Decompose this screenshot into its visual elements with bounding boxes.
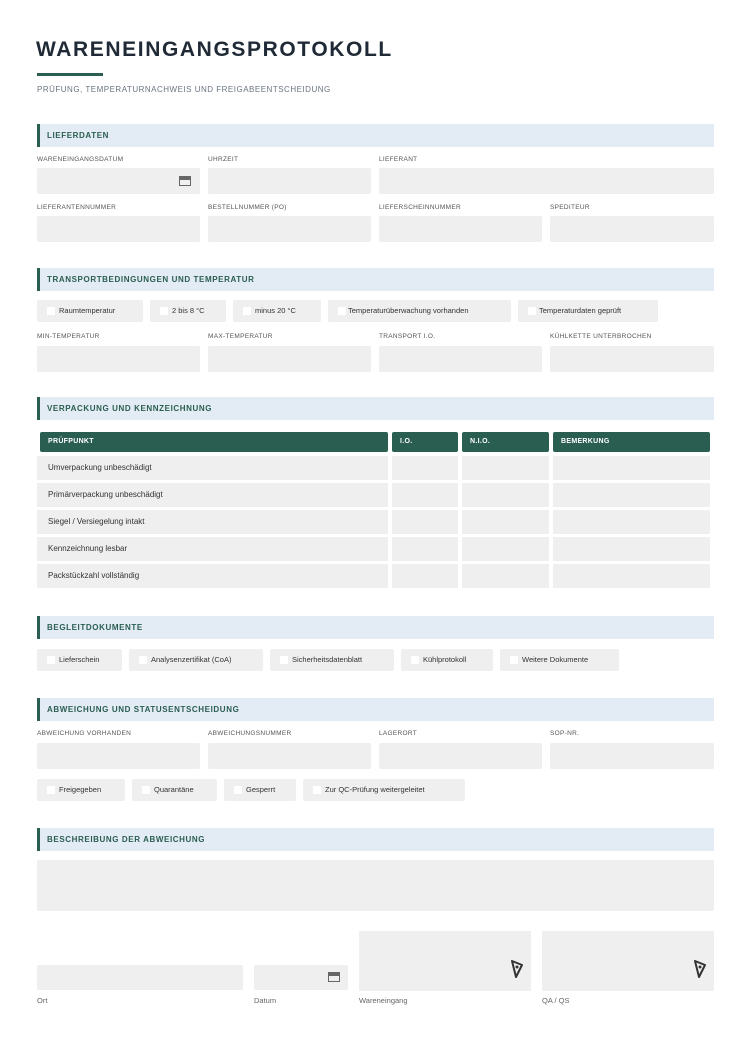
checkbox-label: minus 20 °C <box>255 306 296 315</box>
checkbox-box[interactable] <box>510 656 518 664</box>
abweichungsnummer-field[interactable] <box>208 743 371 769</box>
column-label: I.O. <box>400 438 413 445</box>
lagerort-field[interactable] <box>379 743 542 769</box>
checkbox-box[interactable] <box>411 656 419 664</box>
column-label: BEMERKUNG <box>561 438 610 445</box>
column-header-io <box>392 432 458 452</box>
checkbox-qc-pruefung[interactable] <box>303 779 465 801</box>
column-header-nio <box>462 432 549 452</box>
pruefpunkt-text: Primärverpackung unbeschädigt <box>48 490 163 499</box>
page-title: WARENEINGANGSPROTOKOLL <box>36 38 393 61</box>
section-lieferdaten <box>37 124 714 147</box>
spediteur-field[interactable] <box>550 216 714 242</box>
pruefpunkt-cell <box>37 483 388 507</box>
label-lieferantennummer: LIEFERANTENNUMMER <box>37 204 117 211</box>
wareneingangsdatum-field[interactable] <box>37 168 200 194</box>
nio-cell[interactable] <box>462 510 549 534</box>
checkbox-box[interactable] <box>313 786 321 794</box>
pruefpunkt-text: Kennzeichnung lesbar <box>48 544 128 553</box>
kuehlkette-field[interactable] <box>550 346 714 372</box>
beschreibung-textarea[interactable] <box>37 860 714 911</box>
checkbox-kuehlprotokoll[interactable] <box>401 649 493 671</box>
pruefpunkt-cell <box>37 510 388 534</box>
bemerkung-cell[interactable] <box>553 537 710 561</box>
max-temperatur-field[interactable] <box>208 346 371 372</box>
bemerkung-cell[interactable] <box>553 483 710 507</box>
lieferant-field[interactable] <box>379 168 714 194</box>
checkbox-label: Kühlprotokoll <box>423 655 467 664</box>
section-heading: VERPACKUNG UND KENNZEICHNUNG <box>47 404 213 413</box>
checkbox-box[interactable] <box>47 656 55 664</box>
checkbox-label: Quarantäne <box>154 785 194 794</box>
lieferantennummer-field[interactable] <box>37 216 200 242</box>
checkbox-box[interactable] <box>338 307 346 315</box>
pruefpunkt-cell <box>37 564 388 588</box>
checkbox-box[interactable] <box>528 307 536 315</box>
checkbox-label: Freigegeben <box>59 785 102 794</box>
bemerkung-cell[interactable] <box>553 564 710 588</box>
checkbox-label: Gesperrt <box>246 785 276 794</box>
bestellnummer-field[interactable] <box>208 216 371 242</box>
pruefpunkt-cell <box>37 456 388 480</box>
checkbox-box[interactable] <box>47 786 55 794</box>
section-abweichung <box>37 698 714 721</box>
transport-io-field[interactable] <box>379 346 542 372</box>
signature-wareneingang[interactable] <box>359 931 531 991</box>
checkbox-2-bis-8[interactable] <box>150 300 226 322</box>
label-wareneingangsdatum: WARENEINGANGSDATUM <box>37 156 124 163</box>
checkbox-label: Analysenzertifikat (CoA) <box>151 655 232 664</box>
column-header-pruefpunkt <box>40 432 388 452</box>
pen-icon <box>693 960 707 978</box>
section-begleitdokumente <box>37 616 714 639</box>
checkbox-label: Lieferschein <box>59 655 100 664</box>
checkbox-box[interactable] <box>234 786 242 794</box>
checkbox-quarantaene[interactable] <box>132 779 217 801</box>
label-abweichungsnummer: ABWEICHUNGSNUMMER <box>208 730 292 737</box>
label-spediteur: SPEDITEUR <box>550 204 590 211</box>
section-beschreibung <box>37 828 714 851</box>
pen-icon <box>510 960 524 978</box>
checkbox-temperaturdaten[interactable] <box>518 300 658 322</box>
label-lieferscheinnummer: LIEFERSCHEINNUMMER <box>379 204 461 211</box>
calendar-icon[interactable] <box>179 176 191 186</box>
checkbox-box[interactable] <box>243 307 251 315</box>
bemerkung-cell[interactable] <box>553 510 710 534</box>
checkbox-raumtemperatur[interactable] <box>37 300 143 322</box>
page-subtitle: PRÜFUNG, TEMPERATURNACHWEIS UND FREIGABEENTSCHEIDUNG <box>37 85 331 94</box>
checkbox-lieferschein[interactable] <box>37 649 122 671</box>
min-temperatur-field[interactable] <box>37 346 200 372</box>
io-cell[interactable] <box>392 483 458 507</box>
nio-cell[interactable] <box>462 564 549 588</box>
label-lieferant: LIEFERANT <box>379 156 418 163</box>
checkbox-label: Zur QC-Prüfung weitergeleitet <box>325 785 425 794</box>
column-label: N.I.O. <box>470 438 491 445</box>
section-heading: BEGLEITDOKUMENTE <box>47 623 143 632</box>
checkbox-analysenzertifikat[interactable] <box>129 649 263 671</box>
pruefpunkt-text: Siegel / Versiegelung intakt <box>48 517 145 526</box>
checkbox-box[interactable] <box>47 307 55 315</box>
checkbox-box[interactable] <box>139 656 147 664</box>
pruefpunkt-cell <box>37 537 388 561</box>
section-heading: BESCHREIBUNG DER ABWEICHUNG <box>47 835 206 844</box>
checkbox-temperaturueberwachung[interactable] <box>328 300 511 322</box>
io-cell[interactable] <box>392 510 458 534</box>
lieferscheinnummer-field[interactable] <box>379 216 542 242</box>
io-cell[interactable] <box>392 537 458 561</box>
signature-qa-qs[interactable] <box>542 931 714 991</box>
abweichung-vorhanden-field[interactable] <box>37 743 200 769</box>
column-label: PRÜFPUNKT <box>48 438 94 445</box>
checkbox-box[interactable] <box>160 307 168 315</box>
calendar-icon[interactable] <box>328 972 340 982</box>
checkbox-label: Temperaturdaten geprüft <box>539 306 622 315</box>
io-cell[interactable] <box>392 564 458 588</box>
section-heading: LIEFERDATEN <box>47 131 110 140</box>
checkbox-gesperrt[interactable] <box>224 779 296 801</box>
column-header-bemerkung <box>553 432 710 452</box>
pruefpunkt-text: Packstückzahl vollständig <box>48 571 140 580</box>
label-qa-qs: QA / QS <box>542 996 570 1005</box>
label-uhrzeit: UHRZEIT <box>208 156 239 163</box>
uhrzeit-field[interactable] <box>208 168 371 194</box>
section-transport <box>37 268 714 291</box>
label-transport-io: TRANSPORT I.O. <box>379 333 436 340</box>
checkbox-label: Temperaturüberwachung vorhanden <box>348 306 469 315</box>
datum-field[interactable] <box>254 965 348 990</box>
label-max-temperatur: MAX-TEMPERATUR <box>208 333 273 340</box>
checkbox-weitere-dokumente[interactable] <box>500 649 619 671</box>
section-heading: TRANSPORTBEDINGUNGEN UND TEMPERATUR <box>47 275 255 284</box>
ort-field[interactable] <box>37 965 243 990</box>
nio-cell[interactable] <box>462 456 549 480</box>
checkbox-label: Weitere Dokumente <box>522 655 589 664</box>
checkbox-label: Raumtemperatur <box>59 306 116 315</box>
bemerkung-cell[interactable] <box>553 456 710 480</box>
label-min-temperatur: MIN-TEMPERATUR <box>37 333 100 340</box>
label-datum: Datum <box>254 996 277 1005</box>
section-verpackung <box>37 397 714 420</box>
checkbox-label: Sicherheitsdatenblatt <box>292 655 363 664</box>
label-kuehlkette: KÜHLKETTE UNTERBROCHEN <box>550 333 652 340</box>
title-underline <box>37 73 103 76</box>
checkbox-minus-20[interactable] <box>233 300 321 322</box>
label-ort: Ort <box>37 996 48 1005</box>
sop-nr-field[interactable] <box>550 743 714 769</box>
io-cell[interactable] <box>392 456 458 480</box>
checkbox-label: 2 bis 8 °C <box>172 306 205 315</box>
nio-cell[interactable] <box>462 483 549 507</box>
checkbox-sicherheitsdatenblatt[interactable] <box>270 649 394 671</box>
checkbox-box[interactable] <box>142 786 150 794</box>
checkbox-box[interactable] <box>280 656 288 664</box>
label-sop-nr: SOP-NR. <box>550 730 580 737</box>
section-heading: ABWEICHUNG UND STATUSENTSCHEIDUNG <box>47 705 240 714</box>
label-wareneingang: Wareneingang <box>359 996 408 1005</box>
pruefpunkt-text: Umverpackung unbeschädigt <box>48 463 152 472</box>
nio-cell[interactable] <box>462 537 549 561</box>
label-abweichung-vorhanden: ABWEICHUNG VORHANDEN <box>37 730 132 737</box>
label-lagerort: LAGERORT <box>379 730 418 737</box>
label-bestellnummer: BESTELLNUMMER (PO) <box>208 204 287 211</box>
checkbox-freigegeben[interactable] <box>37 779 125 801</box>
